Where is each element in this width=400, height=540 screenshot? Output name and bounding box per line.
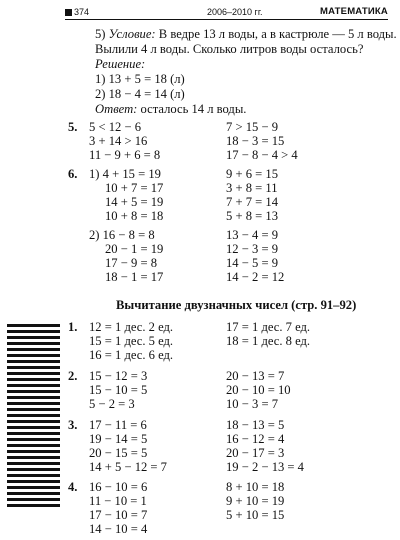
condition-text: В ведре 13 л воды, а в кастрюле — 5 л воды. — [158, 27, 397, 41]
condition-label: Условие: — [108, 27, 156, 41]
expr: 20 − 1 = 19 — [105, 242, 164, 256]
answer-label: Ответ: — [95, 102, 138, 116]
expr: 8 + 10 = 18 — [226, 480, 285, 494]
expr: 15 − 12 = 3 — [89, 369, 148, 383]
expr: 5 − 2 = 3 — [89, 397, 135, 411]
expr: 14 + 5 = 19 — [105, 195, 164, 209]
expr: 3 + 8 = 11 — [226, 181, 278, 195]
expr: 17 − 9 = 8 — [105, 256, 157, 270]
exercise-number: 3. — [68, 418, 78, 432]
expr: 17 − 10 = 7 — [89, 508, 148, 522]
expr: 1) 4 + 15 = 19 — [89, 167, 161, 181]
expr: 17 − 11 = 6 — [89, 418, 147, 432]
expr: 18 − 13 = 5 — [226, 418, 285, 432]
expr: 5 + 8 = 13 — [226, 209, 278, 223]
expr: 11 − 10 = 1 — [89, 494, 147, 508]
expr: 2) 16 − 8 = 8 — [89, 228, 155, 242]
expr: 17 = 1 дес. 7 ед. — [226, 320, 311, 334]
expr: 14 − 10 = 4 — [89, 522, 148, 536]
expr: 9 + 10 = 19 — [226, 494, 285, 508]
expr: 14 − 2 = 12 — [226, 270, 285, 284]
solution-label: Решение: — [95, 57, 146, 71]
page-number — [65, 7, 89, 17]
expr: 13 − 4 = 9 — [226, 228, 278, 242]
task5-condition-line2: Вылили 4 л воды. Сколько литров воды осталось? — [95, 42, 364, 56]
expr: 12 = 1 дес. 2 ед. — [89, 320, 174, 334]
expr: 15 − 10 = 5 — [89, 383, 148, 397]
expr: 18 = 1 дес. 8 ед. — [226, 334, 311, 348]
expr: 16 = 1 дес. 6 ед. — [89, 348, 174, 362]
header-years: 2006–2010 гг. — [207, 7, 263, 17]
expr: 12 − 3 = 9 — [226, 242, 278, 256]
square-marker-icon — [65, 9, 72, 16]
expr: 15 = 1 дес. 5 ед. — [89, 334, 174, 348]
expr: 7 + 7 = 14 — [226, 195, 278, 209]
expr: 20 − 17 = 3 — [226, 446, 285, 460]
expr: 20 − 10 = 10 — [226, 383, 291, 397]
expr: 16 − 10 = 6 — [89, 480, 148, 494]
page-header — [0, 0, 400, 20]
header-subject: МАТЕМАТИКА — [319, 6, 388, 17]
answer-text: осталось 14 л воды. — [140, 102, 247, 116]
expr: 17 − 8 − 4 > 4 — [226, 148, 298, 162]
expr: 14 + 5 − 12 = 7 — [89, 460, 167, 474]
expr: 20 − 13 = 7 — [226, 369, 285, 383]
expr: 5 + 10 = 15 — [226, 508, 285, 522]
expr: 10 + 7 = 17 — [105, 181, 164, 195]
expr: 20 − 15 = 5 — [89, 446, 148, 460]
expr: 5 < 12 − 6 — [89, 120, 141, 134]
expr: 14 − 5 = 9 — [226, 256, 278, 270]
expr: 11 − 9 + 6 = 8 — [89, 148, 161, 162]
task-label: 5) — [95, 27, 106, 41]
exercise-number: 6. — [68, 167, 78, 181]
expr: 7 > 15 − 9 — [226, 120, 278, 134]
task5-condition-line1 — [95, 27, 397, 42]
expr: 18 − 1 = 17 — [105, 270, 164, 284]
expr: 10 + 8 = 18 — [105, 209, 164, 223]
expr: 19 − 2 − 13 = 4 — [226, 460, 304, 474]
expr: 16 − 12 = 4 — [226, 432, 285, 446]
exercise-number: 5. — [68, 120, 78, 134]
solution-step2: 2) 18 − 4 = 14 (л) — [95, 87, 185, 101]
expr: 18 − 3 = 15 — [226, 134, 285, 148]
expr: 9 + 6 = 15 — [226, 167, 278, 181]
exercise-number: 2. — [68, 369, 78, 383]
page-number-text: 374 — [74, 7, 90, 17]
task5-answer — [95, 102, 246, 117]
expr: 3 + 14 > 16 — [89, 134, 148, 148]
expr: 19 − 14 = 5 — [89, 432, 148, 446]
margin-stripe-pattern — [7, 324, 60, 508]
section-title: Вычитание двузначных чисел (стр. 91–92) — [116, 298, 357, 312]
exercise-number: 1. — [68, 320, 78, 334]
header-rule — [65, 19, 388, 20]
exercise-number: 4. — [68, 480, 78, 494]
expr: 10 − 3 = 7 — [226, 397, 278, 411]
solution-step1: 1) 13 + 5 = 18 (л) — [95, 72, 185, 86]
